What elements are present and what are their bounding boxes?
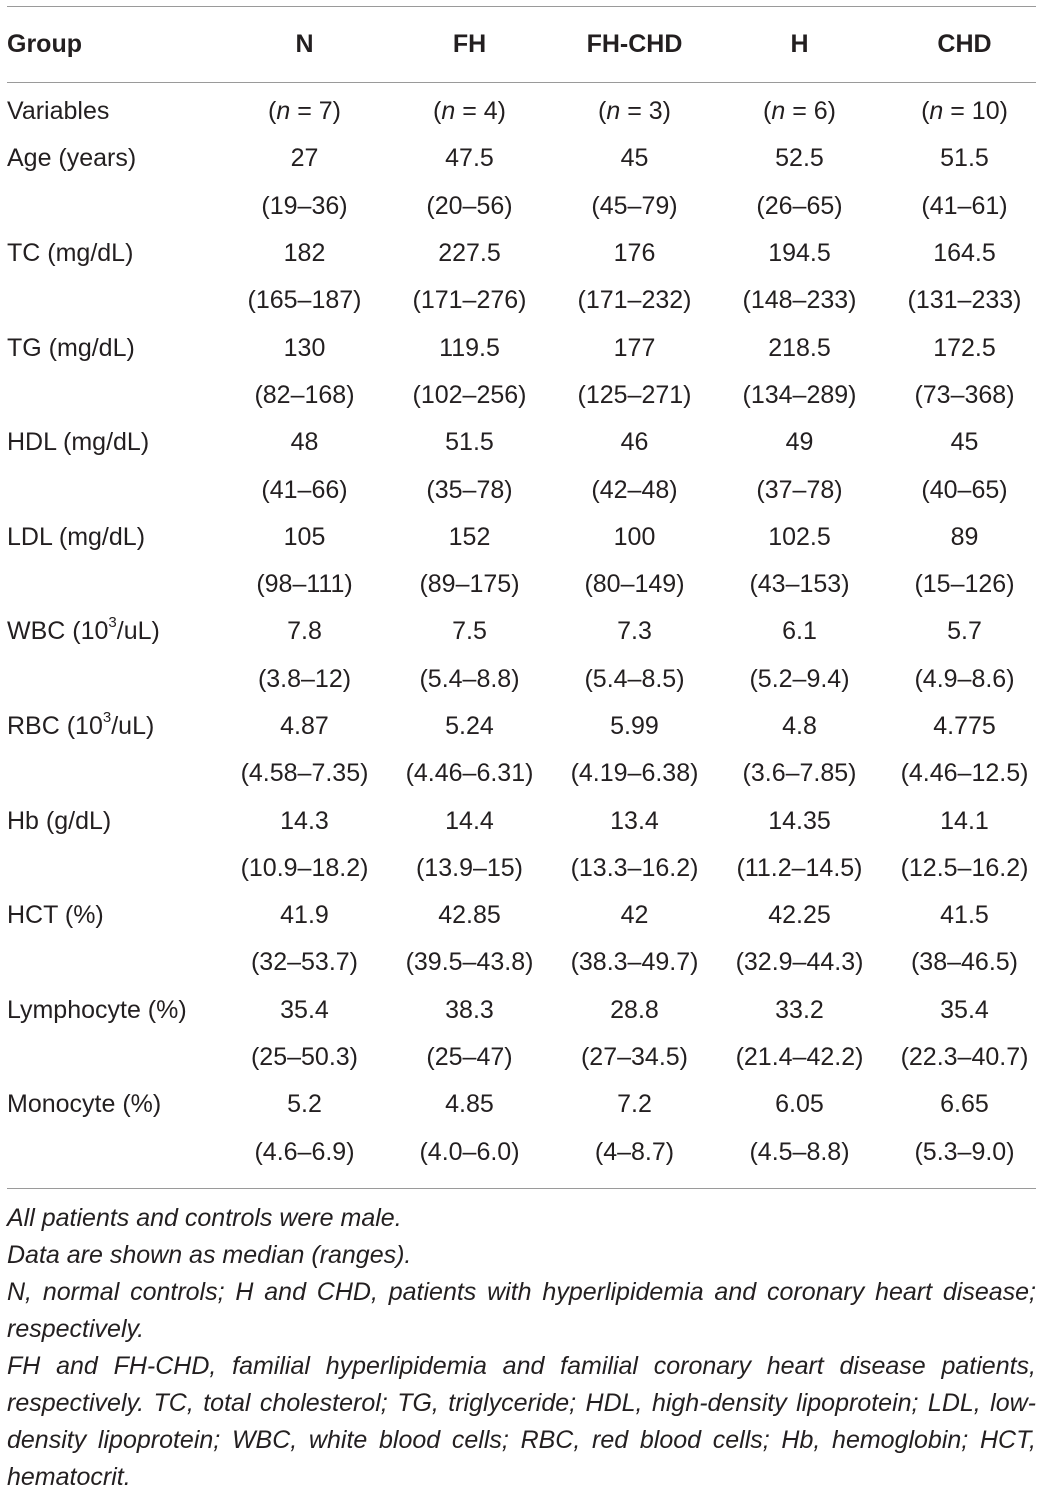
table-cell: (25–50.3)	[250, 1043, 359, 1072]
row-label: Age (years)	[7, 144, 137, 173]
table-cell: 172.5	[933, 333, 996, 362]
table-header	[7, 7, 1043, 82]
table-cell: (32–53.7)	[250, 948, 359, 977]
table-row	[7, 656, 1043, 703]
table-cell: 45	[950, 428, 979, 457]
row-label	[7, 608, 222, 655]
table-cell: 4.775	[933, 712, 996, 740]
table-cell: (102–256)	[412, 380, 527, 409]
table-cell: (4.58–7.35)	[240, 759, 369, 788]
table-cell: (148–233)	[742, 286, 857, 315]
row-label: LDL (mg/dL)	[7, 522, 146, 551]
table-cell: (165–187)	[247, 286, 362, 315]
table-cell: (35–78)	[426, 475, 513, 504]
table-cell: (11.2–14.5)	[736, 853, 863, 882]
table-cell: 7.2	[617, 1090, 652, 1119]
table-cell: 5.7	[947, 617, 982, 646]
table-cell: 89	[950, 522, 979, 551]
table-row	[7, 514, 1043, 561]
table-cell: (n = 6)	[763, 97, 836, 126]
table-row	[7, 1034, 1043, 1081]
n-symbol: n	[441, 97, 456, 126]
table-cell: (45–79)	[591, 191, 678, 220]
table-cell: 38.3	[445, 995, 494, 1024]
bottom-rule	[7, 1188, 1036, 1189]
row-label	[7, 1034, 222, 1081]
row-label	[7, 183, 222, 230]
table-cell: 42	[620, 901, 649, 930]
row-label-text: RBC (10	[7, 712, 103, 740]
table-row	[7, 750, 1043, 797]
table-cell: 7.3	[617, 617, 652, 646]
row-label	[7, 277, 222, 324]
table-row	[7, 1081, 1043, 1128]
table-cell: 105	[283, 522, 326, 551]
row-label-unit: /uL)	[111, 712, 155, 740]
header-cell-h: H	[790, 30, 809, 58]
row-label: HCT (%)	[7, 901, 104, 930]
table-cell: 5.24	[445, 712, 494, 740]
table-cell: (n = 10)	[921, 97, 1008, 126]
table-cell: 52.5	[775, 144, 824, 173]
table-row	[7, 183, 1043, 230]
table-cell: (4.6–6.9)	[254, 1137, 355, 1166]
table-cell: (80–149)	[584, 570, 685, 599]
table-cell: (n = 4)	[433, 97, 506, 126]
table-cell: (38–46.5)	[910, 948, 1019, 977]
table-cell: 218.5	[768, 333, 831, 362]
table-row	[7, 466, 1043, 513]
row-label: Variables	[7, 97, 110, 126]
header-row	[7, 7, 1043, 82]
table-cell: (27–34.5)	[580, 1043, 689, 1072]
row-label	[7, 561, 222, 608]
table-cell: (82–168)	[254, 380, 355, 409]
table-cell: 5.2	[287, 1090, 322, 1119]
table-cell: 152	[448, 522, 491, 551]
table-cell: 194.5	[768, 239, 831, 268]
table-cell: (43–153)	[749, 570, 850, 599]
table-cell: (4.46–6.31)	[405, 759, 534, 788]
table-row	[7, 561, 1043, 608]
row-label	[7, 372, 222, 419]
table-cell: (13.3–16.2)	[570, 853, 699, 882]
table-cell: (73–368)	[914, 380, 1015, 409]
table-cell: (10.9–18.2)	[240, 853, 369, 882]
table-cell: (171–276)	[412, 286, 527, 315]
table-cell: 182	[283, 239, 326, 268]
table-cell: (n = 3)	[598, 97, 671, 126]
table-cell: (41–66)	[261, 475, 348, 504]
table-cell: (4.0–6.0)	[419, 1137, 520, 1166]
table-cell: 33.2	[775, 995, 824, 1024]
table-cell: (5.2–9.4)	[749, 664, 850, 693]
footnote-line: All patients and controls were male.	[7, 1204, 402, 1232]
row-label: Monocyte (%)	[7, 1090, 162, 1119]
table-row	[7, 419, 1043, 466]
data-table	[7, 7, 1043, 1176]
table-row	[7, 372, 1043, 419]
table-cell: (98–111)	[256, 570, 353, 599]
table-cell: (3.8–12)	[257, 664, 352, 693]
footnote-line: Data are shown as median (ranges).	[7, 1241, 412, 1269]
table-cell: 14.35	[768, 806, 831, 835]
table-cell: (4.46–12.5)	[900, 759, 1029, 788]
table-cell: 7.5	[452, 617, 487, 646]
row-label	[7, 939, 222, 986]
table-cell: 5.99	[610, 712, 659, 740]
table-cell: (15–126)	[914, 570, 1015, 599]
table-cell: (40–65)	[921, 475, 1008, 504]
table-row	[7, 88, 1043, 135]
row-label-superscript: 3	[102, 708, 112, 726]
table-cell: (4.5–8.8)	[749, 1137, 850, 1166]
table-cell: 6.1	[782, 617, 817, 646]
footnote-line: FH and FH-CHD, familial hyperlipidemia and familial coronary heart disease patients, respectively. TC, total cholesterol; TG, triglyceride; HDL, high-density lipoprotein; LDL, low-density lipoprotein; WBC, white blood cells; RBC, red blood cells; Hb, hemoglobin; HCT, hematocrit.	[7, 1352, 1036, 1491]
table-row	[7, 703, 1043, 750]
table-row	[7, 797, 1043, 844]
table-cell: 6.65	[940, 1090, 989, 1119]
table-cell: (32.9–44.3)	[735, 948, 864, 977]
table-cell: 164.5	[933, 239, 996, 268]
row-label: HDL (mg/dL)	[7, 428, 150, 457]
table-row	[7, 1129, 1043, 1176]
table-cell: 130	[283, 333, 326, 362]
table-cell: (131–233)	[907, 286, 1022, 315]
table-cell: (19–36)	[261, 191, 348, 220]
table-cell: (21.4–42.2)	[735, 1043, 864, 1072]
n-symbol: n	[276, 97, 291, 126]
table-cell: 227.5	[438, 239, 501, 268]
table-cell: (4.9–8.6)	[914, 664, 1015, 693]
table-cell: (41–61)	[921, 191, 1008, 220]
table-cell: (5.4–8.8)	[419, 664, 520, 693]
table-row	[7, 230, 1043, 277]
table-cell: 14.1	[940, 806, 989, 835]
table-row	[7, 987, 1043, 1034]
table-cell: (171–232)	[577, 286, 692, 315]
table-cell: (125–271)	[577, 380, 692, 409]
table-cell: 51.5	[940, 144, 989, 173]
table-cell: (13.9–15)	[415, 853, 524, 882]
table-cell: 119.5	[439, 333, 500, 362]
table-cell: 6.05	[775, 1090, 824, 1119]
table-cell: 14.4	[445, 806, 494, 835]
header-cell-fh-chd: FH-CHD	[586, 30, 683, 58]
n-symbol: n	[606, 97, 621, 126]
table-cell: 4.8	[782, 712, 817, 740]
table-footnotes	[7, 1200, 1036, 1496]
table-cell: 45	[620, 144, 649, 173]
table-row	[7, 892, 1043, 939]
table-cell: (5.4–8.5)	[584, 664, 685, 693]
table-cell: 41.5	[940, 901, 989, 930]
n-symbol: n	[929, 97, 944, 126]
table-cell: (4–8.7)	[594, 1137, 675, 1166]
table-row	[7, 845, 1043, 892]
table-body	[7, 82, 1043, 1176]
table-cell: 176	[613, 239, 656, 268]
row-label: TC (mg/dL)	[7, 239, 134, 268]
table-cell: 51.5	[445, 428, 494, 457]
table-cell: (5.3–9.0)	[914, 1137, 1015, 1166]
table-cell: 42.85	[438, 901, 501, 930]
row-label: Lymphocyte (%)	[7, 995, 187, 1024]
table-cell: (n = 7)	[268, 97, 341, 126]
table-cell: (22.3–40.7)	[900, 1043, 1029, 1072]
table-row	[7, 608, 1043, 655]
header-cell-chd: CHD	[937, 30, 992, 58]
table-cell: 42.25	[768, 901, 831, 930]
table-row	[7, 135, 1043, 182]
table-cell: 7.8	[287, 617, 322, 646]
header-cell-group: Group	[7, 30, 82, 58]
table-row	[7, 277, 1043, 324]
table-cell: 100	[613, 522, 656, 551]
header-cell-fh: FH	[452, 30, 487, 58]
table-cell: 41.9	[280, 901, 329, 930]
table-cell: (25–47)	[426, 1043, 513, 1072]
row-label	[7, 845, 222, 892]
row-label	[7, 703, 222, 750]
header-cell-n: N	[295, 30, 314, 58]
table-cell: 28.8	[610, 995, 659, 1024]
table-row	[7, 324, 1043, 371]
table-cell: 35.4	[280, 995, 329, 1024]
row-label-text: WBC (10	[7, 617, 109, 646]
footnote-line: N, normal controls; H and CHD, patients with hyperlipidemia and coronary heart disease; respectively.	[7, 1278, 1036, 1343]
table-cell: 46	[620, 428, 649, 457]
table-cell: 27	[290, 144, 319, 173]
row-label: TG (mg/dL)	[7, 333, 135, 362]
table-cell: 4.87	[280, 712, 329, 740]
table-cell: (39.5–43.8)	[405, 948, 534, 977]
table-cell: (3.6–7.85)	[742, 759, 857, 788]
table-cell: (42–48)	[591, 475, 678, 504]
row-label	[7, 656, 222, 703]
table-cell: (38.3–49.7)	[570, 948, 699, 977]
table-cell: 47.5	[445, 144, 494, 173]
table-cell: 4.85	[445, 1090, 494, 1119]
table-cell: (12.5–16.2)	[900, 853, 1029, 882]
row-label: Hb (g/dL)	[7, 806, 112, 835]
row-label	[7, 466, 222, 513]
table-cell: 49	[785, 428, 814, 457]
n-symbol: n	[771, 97, 786, 126]
table-cell: 35.4	[940, 995, 989, 1024]
row-label	[7, 1129, 222, 1176]
table-cell: 14.3	[280, 806, 329, 835]
table-cell: 13.4	[610, 806, 659, 835]
table-cell: (26–65)	[756, 191, 843, 220]
table-cell: 48	[290, 428, 319, 457]
table-cell: (20–56)	[426, 191, 513, 220]
table-cell: 177	[613, 333, 656, 362]
row-label-superscript: 3	[108, 614, 117, 632]
table-cell: (89–175)	[419, 570, 520, 599]
table-cell: 102.5	[768, 522, 831, 551]
row-label	[7, 750, 222, 797]
table-cell: (37–78)	[756, 475, 843, 504]
row-label-unit: /uL)	[116, 617, 160, 646]
table-row	[7, 939, 1043, 986]
table-cell: (4.19–6.38)	[570, 759, 699, 788]
table-cell: (134–289)	[742, 380, 857, 409]
